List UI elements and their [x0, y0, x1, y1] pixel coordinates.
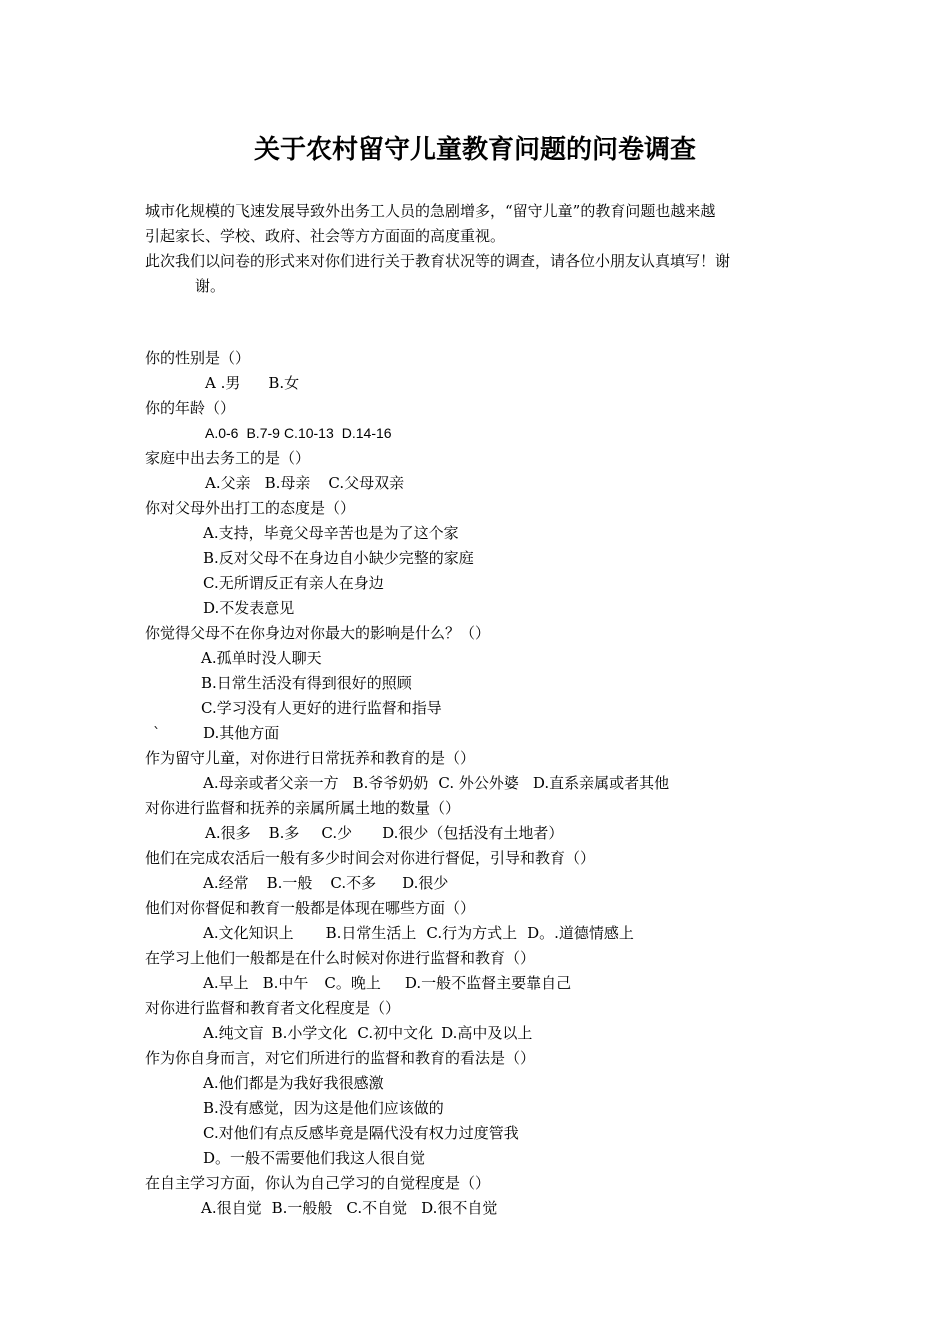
option: A.经常 — [203, 874, 249, 892]
option: B.一般般 — [271, 1199, 333, 1217]
question-supervision-time: 在学习上他们一般都是在什么时候对你进行监督和教育（） — [145, 949, 536, 967]
option: B.日常生活上 — [325, 924, 417, 942]
intro-line: 谢。 — [195, 277, 226, 295]
question-list — [145, 346, 825, 1221]
question-gender: 你的性别是（） — [145, 349, 251, 367]
options-row — [145, 821, 825, 846]
option: C.行为方式上 — [426, 924, 518, 942]
option: B.没有感觉，因为这是他们应该做的 — [203, 1099, 444, 1117]
option: C.不多 — [330, 874, 377, 892]
options-row — [145, 421, 825, 446]
options-row — [145, 371, 825, 396]
option: A.很自觉 — [201, 1199, 262, 1217]
option: A.很多 — [205, 824, 251, 842]
option: A.母亲或者父亲一方 — [203, 774, 339, 792]
question-time-spent: 他们在完成农活后一般有多少时间会对你进行督促，引导和教育（） — [145, 849, 596, 867]
stray-mark: ` — [153, 724, 161, 742]
option: C.不自觉 — [346, 1199, 408, 1217]
intro-line: 此次我们以问卷的形式来对你们进行关于教育状况等的调查，请各位小朋友认真填写！谢 — [145, 252, 731, 270]
option: C.无所谓反正有亲人在身边 — [203, 574, 384, 592]
option: B.中午 — [262, 974, 309, 992]
option: C.少 — [321, 824, 353, 842]
options-row — [145, 871, 825, 896]
question-education-level: 对你进行监督和教育者文化程度是（） — [145, 999, 401, 1017]
option: D.14-16 — [341, 425, 392, 441]
option: C.对他们有点反感毕竟是隔代没有权力过度管我 — [203, 1124, 519, 1142]
question-migrant-parent: 家庭中出去务工的是（） — [145, 449, 311, 467]
document-title: 关于农村留守儿童教育问题的问卷调查 — [253, 135, 696, 165]
options-row — [145, 1021, 825, 1046]
intro-paragraph — [145, 199, 810, 299]
option: D.很不自觉 — [421, 1199, 498, 1217]
question-biggest-impact: 你觉得父母不在你身边对你最大的影响是什么？（） — [145, 624, 491, 642]
option: C.父母双亲 — [328, 474, 405, 492]
option: D.高中及以上 — [441, 1024, 533, 1042]
options-row — [145, 1196, 825, 1221]
option: B.小学文化 — [271, 1024, 348, 1042]
option: B.7-9 — [246, 425, 280, 441]
option: B.反对父母不在身边自小缺少完整的家庭 — [203, 549, 474, 567]
question-self-study: 在自主学习方面，你认为自己学习的自觉程度是（） — [145, 1174, 491, 1192]
option: A.文化知识上 — [203, 924, 294, 942]
option: A.孤单时没人聊天 — [201, 649, 322, 667]
option: D。一般不需要他们我这人很自觉 — [203, 1149, 426, 1167]
intro-line: 城市化规模的飞速发展导致外出务工人员的急剧增多，“留守儿童”的教育问题也越来越 — [145, 202, 716, 220]
option: D.很少（包括没有土地者） — [382, 824, 564, 842]
option: B.爷爷奶奶 — [352, 774, 429, 792]
question-age: 你的年龄（） — [145, 399, 236, 417]
option: B.多 — [268, 824, 300, 842]
option: B.日常生活没有得到很好的照顾 — [201, 674, 412, 692]
option: A.0-6 — [205, 425, 239, 441]
option: B.女 — [268, 374, 300, 392]
option: B.母亲 — [264, 474, 311, 492]
option: A.早上 — [203, 974, 249, 992]
option: B.一般 — [266, 874, 313, 892]
option: C。晚上 — [324, 974, 381, 992]
options-row — [145, 471, 825, 496]
question-caregiver: 作为留守儿童，对你进行日常抚养和教育的是（） — [145, 749, 476, 767]
options-row — [145, 921, 825, 946]
question-land-amount: 对你进行监督和抚养的亲属所属土地的数量（） — [145, 799, 461, 817]
option: A.纯文盲 — [203, 1024, 264, 1042]
option: A.他们都是为我好我很感激 — [203, 1074, 384, 1092]
option: D。.道德情感上 — [527, 924, 634, 942]
question-opinion: 作为你自身而言，对它们所进行的监督和教育的看法是（） — [145, 1049, 536, 1067]
option: A.父亲 — [205, 474, 251, 492]
intro-line: 引起家长、学校、政府、社会等方方面面的高度重视。 — [145, 227, 506, 245]
option: C.10-13 — [283, 425, 334, 441]
option: D.直系亲属或者其他 — [532, 774, 670, 792]
options-row — [145, 971, 825, 996]
option: C. 外公外婆 — [438, 774, 519, 792]
options-row — [145, 771, 825, 796]
option: D.其他方面 — [203, 724, 280, 742]
option: C.学习没有人更好的进行监督和指导 — [201, 699, 442, 717]
option: A.支持，毕竟父母辛苦也是为了这个家 — [203, 524, 459, 542]
option: D.一般不监督主要靠自己 — [404, 974, 572, 992]
option: D.不发表意见 — [203, 599, 295, 617]
options-row — [145, 721, 825, 746]
option: C.初中文化 — [357, 1024, 434, 1042]
option: D.很少 — [402, 874, 449, 892]
question-supervision-aspects: 他们对你督促和教育一般都是体现在哪些方面（） — [145, 899, 476, 917]
question-attitude: 你对父母外出打工的态度是（） — [145, 499, 356, 517]
option: A .男 — [205, 374, 241, 392]
